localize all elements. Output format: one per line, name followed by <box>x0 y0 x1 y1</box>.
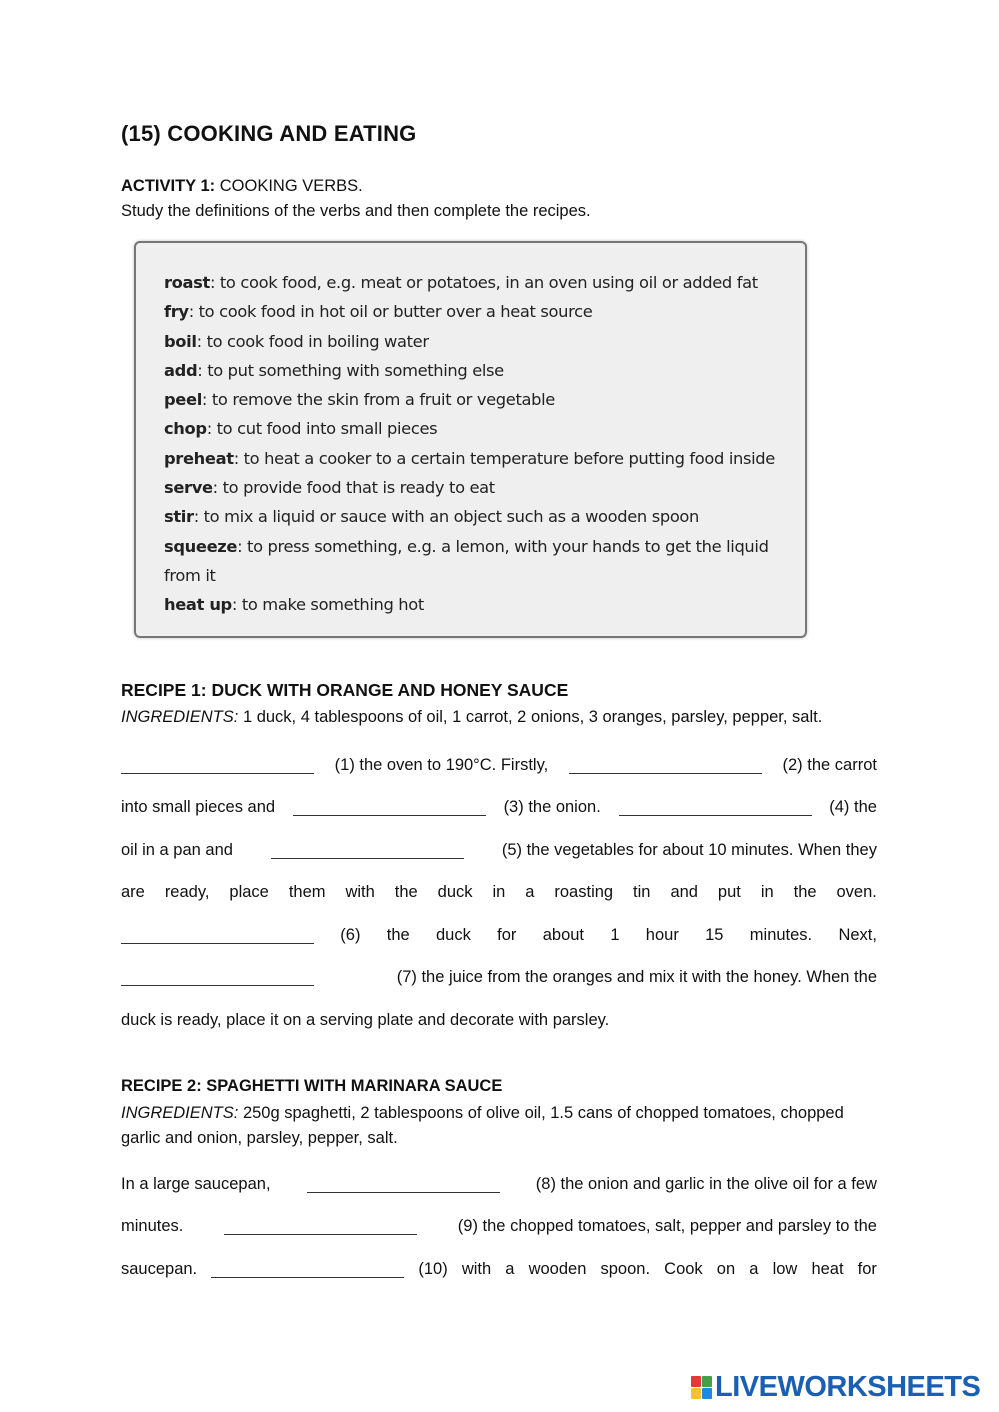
word: for <box>857 1260 877 1278</box>
blank-3[interactable] <box>293 798 486 816</box>
recipe1-line-3 <box>121 841 877 860</box>
word: put <box>717 883 741 901</box>
word: (6) <box>340 926 361 944</box>
word: (10) <box>418 1260 448 1278</box>
text-fragment: In a large saucepan, <box>121 1175 271 1193</box>
word: in <box>760 883 774 901</box>
word: in <box>492 883 506 901</box>
definitions-box <box>134 241 807 638</box>
blank-2[interactable] <box>569 756 762 774</box>
definition-term: roast <box>164 273 210 292</box>
definition-text: : to heat a cooker to a certain temperature before putting food inside <box>233 448 775 468</box>
word: them <box>288 883 326 901</box>
definition-term: serve <box>164 478 213 498</box>
text-fragment: (8) the onion and garlic in the olive oil for a few <box>535 1175 877 1193</box>
word: minutes. <box>749 926 813 944</box>
blank-1[interactable] <box>121 756 314 774</box>
text-fragment: (2) the carrot <box>782 756 877 774</box>
ingredients-text: 250g spaghetti, 2 tablespoons of olive oil, 1.5 cans of chopped tomatoes, chopped garlic and onion, parsley, pepper, salt. <box>121 1104 844 1147</box>
recipe1-line-4 <box>121 883 877 902</box>
word: heat <box>811 1260 844 1278</box>
definition-line <box>164 385 805 414</box>
definition-term: add <box>164 360 198 380</box>
definition-text: : to cook food in hot oil or butter over a heat source <box>188 302 593 322</box>
word: 15 <box>705 926 724 944</box>
word: wooden <box>528 1260 587 1278</box>
definition-line <box>164 561 805 590</box>
blank-5[interactable] <box>271 841 464 859</box>
recipe1-line-1 <box>121 756 877 775</box>
recipe1-ingredients <box>121 705 877 730</box>
definition-line <box>164 356 805 385</box>
word: a <box>525 883 535 901</box>
liveworksheets-logo <box>690 1372 980 1402</box>
text-fragment: (1) the oven to 190°C. Firstly, <box>334 756 549 774</box>
definition-line <box>164 268 805 297</box>
activity-heading <box>121 177 363 196</box>
recipe2-line-3 <box>121 1260 877 1279</box>
word: tin <box>633 883 651 901</box>
blank-4[interactable] <box>619 798 812 816</box>
word: and <box>670 883 698 901</box>
word: with <box>461 1260 492 1278</box>
definition-text: : to provide food that is ready to eat <box>212 478 495 498</box>
recipe2-ingredients <box>121 1101 877 1150</box>
blank-10[interactable] <box>211 1260 404 1278</box>
logo-square <box>702 1388 712 1399</box>
definition-term: chop <box>164 419 207 439</box>
logo-icon <box>690 1375 712 1399</box>
blank-8[interactable] <box>307 1175 500 1193</box>
text-fragment: minutes. <box>121 1217 184 1235</box>
word: Next, <box>838 926 877 944</box>
definition-line <box>164 590 805 619</box>
logo-text: LIVEWORKSHEETS <box>715 1370 981 1403</box>
word: saucepan. <box>121 1260 198 1278</box>
recipe1-heading: RECIPE 1: DUCK WITH ORANGE AND HONEY SAUCE <box>121 680 569 700</box>
activity-label: ACTIVITY 1: <box>121 177 216 195</box>
logo-square <box>702 1376 712 1387</box>
recipe2-line-1 <box>121 1175 877 1194</box>
word: hour <box>645 926 679 944</box>
word: about <box>542 926 585 944</box>
word: the <box>394 883 418 901</box>
recipe1-line-2 <box>121 798 877 817</box>
logo-square <box>691 1388 701 1399</box>
word: Cook <box>664 1260 703 1278</box>
definition-text: : to mix a liquid or sauce with an object such as a wooden spoon <box>193 507 700 527</box>
word: roasting <box>554 883 614 901</box>
text-fragment: (7) the juice from the oranges and mix it with the honey. When the <box>396 968 877 986</box>
text-fragment: (5) the vegetables for about 10 minutes. When they <box>501 841 877 859</box>
definition-term: squeeze <box>164 536 238 556</box>
definition-term: fry <box>164 302 189 322</box>
definition-line <box>164 414 805 443</box>
word: oven. <box>836 883 877 901</box>
definition-text: : to cook food, e.g. meat or potatoes, in an oven using oil or added fat <box>209 273 758 292</box>
definition-term: boil <box>164 331 197 351</box>
blank-9[interactable] <box>224 1217 417 1235</box>
text-fragment: oil in a pan and <box>121 841 233 859</box>
text-fragment: (3) the onion. <box>503 798 601 816</box>
word: for <box>497 926 517 944</box>
definition-line <box>164 502 805 531</box>
word: ready, <box>164 883 210 901</box>
word: spoon. <box>600 1260 651 1278</box>
definition-term: stir <box>164 507 194 527</box>
text-fragment: into small pieces and <box>121 798 276 816</box>
definition-text: : to press something, e.g. a lemon, with your hands to get the liquid <box>237 536 769 556</box>
ingredients-label: INGREDIENTS: <box>121 1104 239 1122</box>
ingredients-label: INGREDIENTS: <box>121 708 239 726</box>
definition-line <box>164 473 805 502</box>
word: the <box>793 883 817 901</box>
word: duck <box>437 883 473 901</box>
recipe1-line-7: duck is ready, place it on a serving plate and decorate with parsley. <box>121 1011 610 1029</box>
definition-line <box>164 327 805 356</box>
definition-term: heat up <box>164 595 232 615</box>
word: are <box>121 883 145 901</box>
word: a <box>505 1260 515 1278</box>
ingredients-text: 1 duck, 4 tablespoons of oil, 1 carrot, 2 onions, 3 oranges, parsley, pepper, salt. <box>238 708 823 726</box>
recipe1-line-5 <box>121 926 877 945</box>
word: with <box>345 883 375 901</box>
activity-instruction: Study the definitions of the verbs and then complete the recipes. <box>121 202 591 220</box>
recipe1-line-6 <box>121 968 877 987</box>
word: a <box>749 1260 759 1278</box>
word: low <box>772 1260 798 1278</box>
word: place <box>229 883 269 901</box>
definition-line <box>164 532 805 561</box>
blank-6[interactable] <box>121 926 314 944</box>
definition-line <box>164 444 805 473</box>
word: duck <box>436 926 471 944</box>
text-fragment: (4) the <box>829 798 877 816</box>
definition-term: preheat <box>164 448 234 468</box>
logo-square <box>691 1376 701 1387</box>
definition-line <box>164 297 805 326</box>
definition-text: : to remove the skin from a fruit or vegetable <box>201 390 555 410</box>
definition-text: : to cook food in boiling water <box>196 331 429 351</box>
definition-text: from it <box>164 565 216 585</box>
word: 1 <box>610 926 620 944</box>
word: the <box>386 926 410 944</box>
definition-text: : to cut food into small pieces <box>206 419 438 439</box>
definition-text: : to put something with something else <box>197 360 504 380</box>
blank-7[interactable] <box>121 968 314 986</box>
recipe2-heading: RECIPE 2: SPAGHETTI WITH MARINARA SAUCE <box>121 1077 503 1095</box>
definition-term: peel <box>164 390 202 410</box>
word: on <box>716 1260 736 1278</box>
page-title: (15) COOKING AND EATING <box>121 121 417 146</box>
activity-name: COOKING VERBS. <box>219 177 363 195</box>
recipe2-line-2 <box>121 1217 877 1236</box>
text-fragment: (9) the chopped tomatoes, salt, pepper and parsley to the <box>457 1217 877 1235</box>
definition-text: : to make something hot <box>231 595 424 615</box>
